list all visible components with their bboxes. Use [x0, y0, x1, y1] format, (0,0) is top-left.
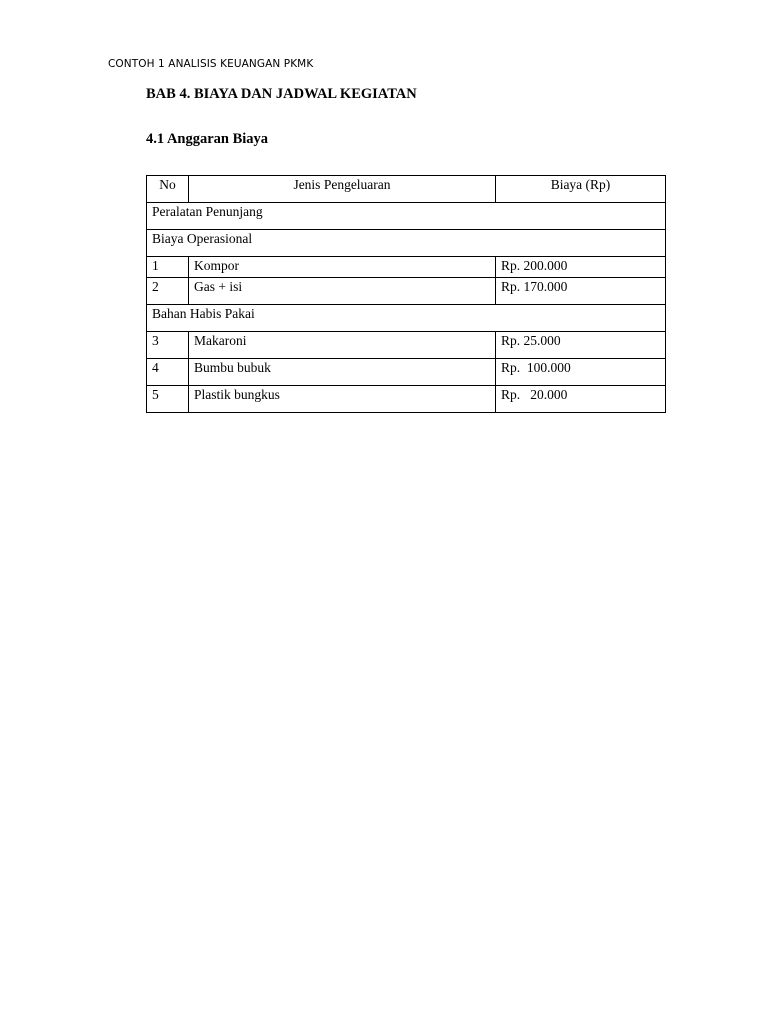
column-header-expense-type: Jenis Pengeluaran — [189, 176, 496, 203]
table-row — [147, 278, 666, 305]
table-row — [147, 359, 666, 386]
row-cost: Rp. 170.000 — [496, 278, 666, 305]
column-header-no: No — [147, 176, 189, 203]
row-cost: Rp. 100.000 — [496, 359, 666, 386]
budget-table — [146, 175, 666, 413]
row-number: 2 — [147, 278, 189, 305]
row-item: Kompor — [189, 257, 496, 278]
row-cost: Rp. 200.000 — [496, 257, 666, 278]
group-row-bahan — [147, 305, 666, 332]
row-item: Plastik bungkus — [189, 386, 496, 413]
table-row — [147, 257, 666, 278]
group-row-operasional — [147, 230, 666, 257]
group-label: Bahan Habis Pakai — [147, 305, 666, 332]
column-header-cost: Biaya (Rp) — [496, 176, 666, 203]
row-number: 3 — [147, 332, 189, 359]
row-cost: Rp. 20.000 — [496, 386, 666, 413]
row-item: Gas + isi — [189, 278, 496, 305]
group-row-peralatan — [147, 203, 666, 230]
running-header: CONTOH 1 ANALISIS KEUANGAN PKMK — [108, 58, 314, 70]
section-title: 4.1 Anggaran Biaya — [146, 131, 269, 147]
row-number: 1 — [147, 257, 189, 278]
row-number: 4 — [147, 359, 189, 386]
group-label: Peralatan Penunjang — [147, 203, 666, 230]
row-item: Bumbu bubuk — [189, 359, 496, 386]
chapter-title: BAB 4. BIAYA DAN JADWAL KEGIATAN — [146, 86, 417, 102]
table-header-row — [147, 176, 666, 203]
table-row — [147, 332, 666, 359]
row-cost: Rp. 25.000 — [496, 332, 666, 359]
row-number: 5 — [147, 386, 189, 413]
group-label: Biaya Operasional — [147, 230, 666, 257]
row-item: Makaroni — [189, 332, 496, 359]
table-row — [147, 386, 666, 413]
